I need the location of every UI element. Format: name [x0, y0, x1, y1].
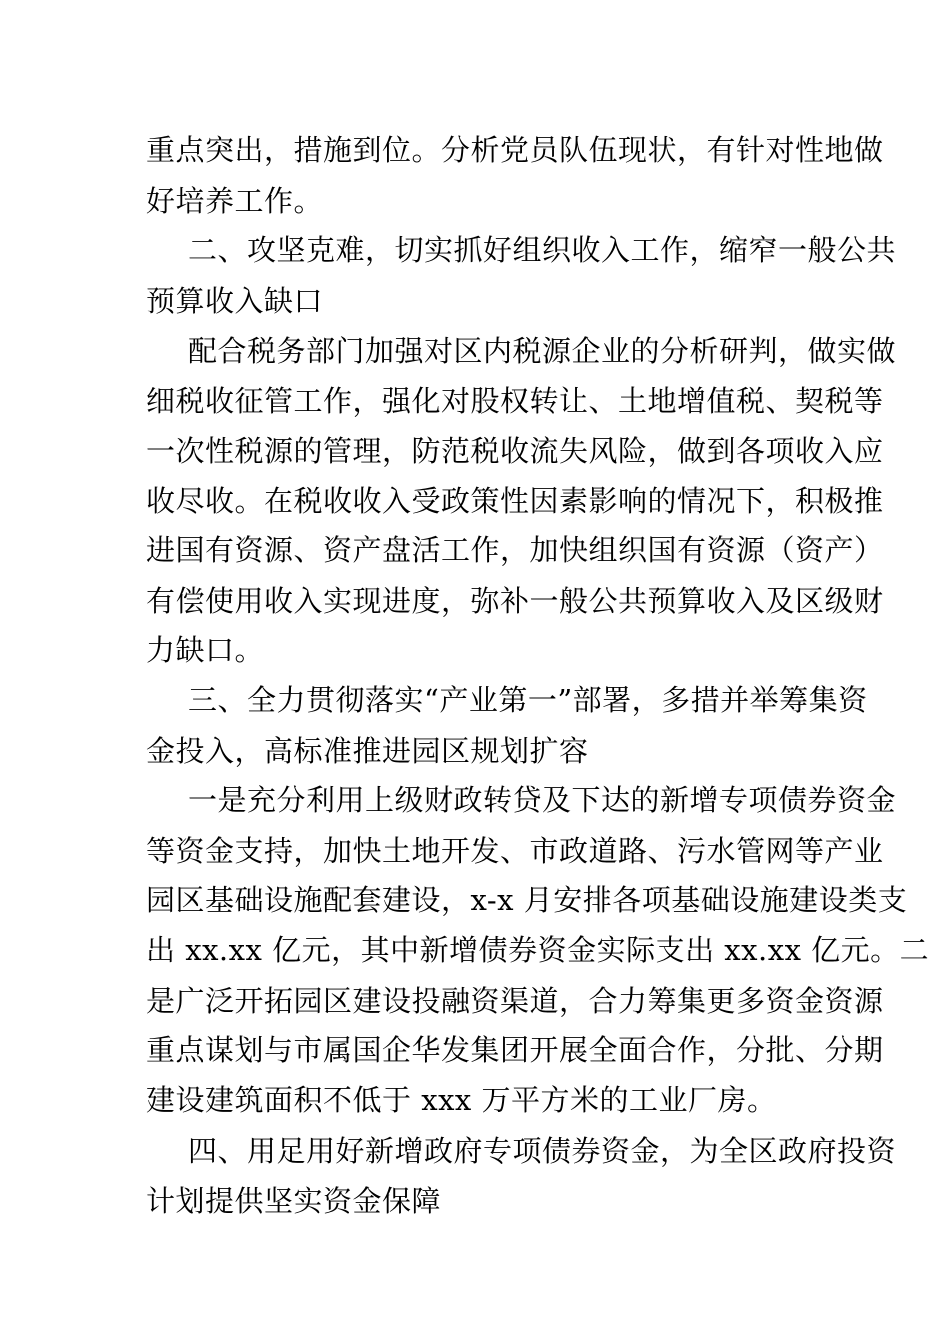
text-line: 建设建筑面积不低于 xxx 万平方米的工业厂房。 [146, 1083, 777, 1117]
text-line: 力缺口。 [146, 633, 265, 667]
section-heading: 二、攻坚克难，切实抓好组织收入工作，缩窄一般公共 [188, 233, 897, 267]
section-heading: 金投入，高标准推进园区规划扩容 [146, 734, 589, 768]
section-heading: 三、全力贯彻落实“产业第一”部署，多措并举筹集资 [188, 683, 868, 717]
section-heading: 计划提供坚实资金保障 [146, 1184, 442, 1218]
text-line: 有偿使用收入实现进度，弥补一般公共预算收入及区级财 [146, 584, 884, 618]
text-line: 出 xx.xx 亿元，其中新增债券资金实际支出 xx.xx 亿元。二 [146, 933, 930, 967]
text-line: 收尽收。在税收收入受政策性因素影响的情况下，积极推 [146, 484, 884, 518]
text-line: 好培养工作。 [146, 184, 324, 218]
text-line: 重点谋划与市属国企华发集团开展全面合作，分批、分期 [146, 1033, 884, 1067]
text-line: 园区基础设施配套建设，x-x 月安排各项基础设施建设类支 [146, 883, 908, 917]
text-line: 重点突出，措施到位。分析党员队伍现状，有针对性地做 [146, 133, 884, 167]
text-line: 一次性税源的管理，防范税收流失风险，做到各项收入应 [146, 434, 884, 468]
text-line: 是广泛开拓园区建设投融资渠道，合力筹集更多资金资源 [146, 984, 884, 1018]
text-line: 细税收征管工作，强化对股权转让、土地增值税、契税等 [146, 384, 884, 418]
section-heading: 预算收入缺口 [146, 284, 324, 318]
text-line: 进国有资源、资产盘活工作，加快组织国有资源（资产） [146, 533, 884, 567]
text-line: 配合税务部门加强对区内税源企业的分析研判，做实做 [188, 334, 897, 368]
text-line: 一是充分利用上级财政转贷及下达的新增专项债券资金 [188, 783, 897, 817]
section-heading: 四、用足用好新增政府专项债券资金，为全区政府投资 [188, 1134, 897, 1168]
text-line: 等资金支持，加快土地开发、市政道路、污水管网等产业 [146, 834, 884, 868]
